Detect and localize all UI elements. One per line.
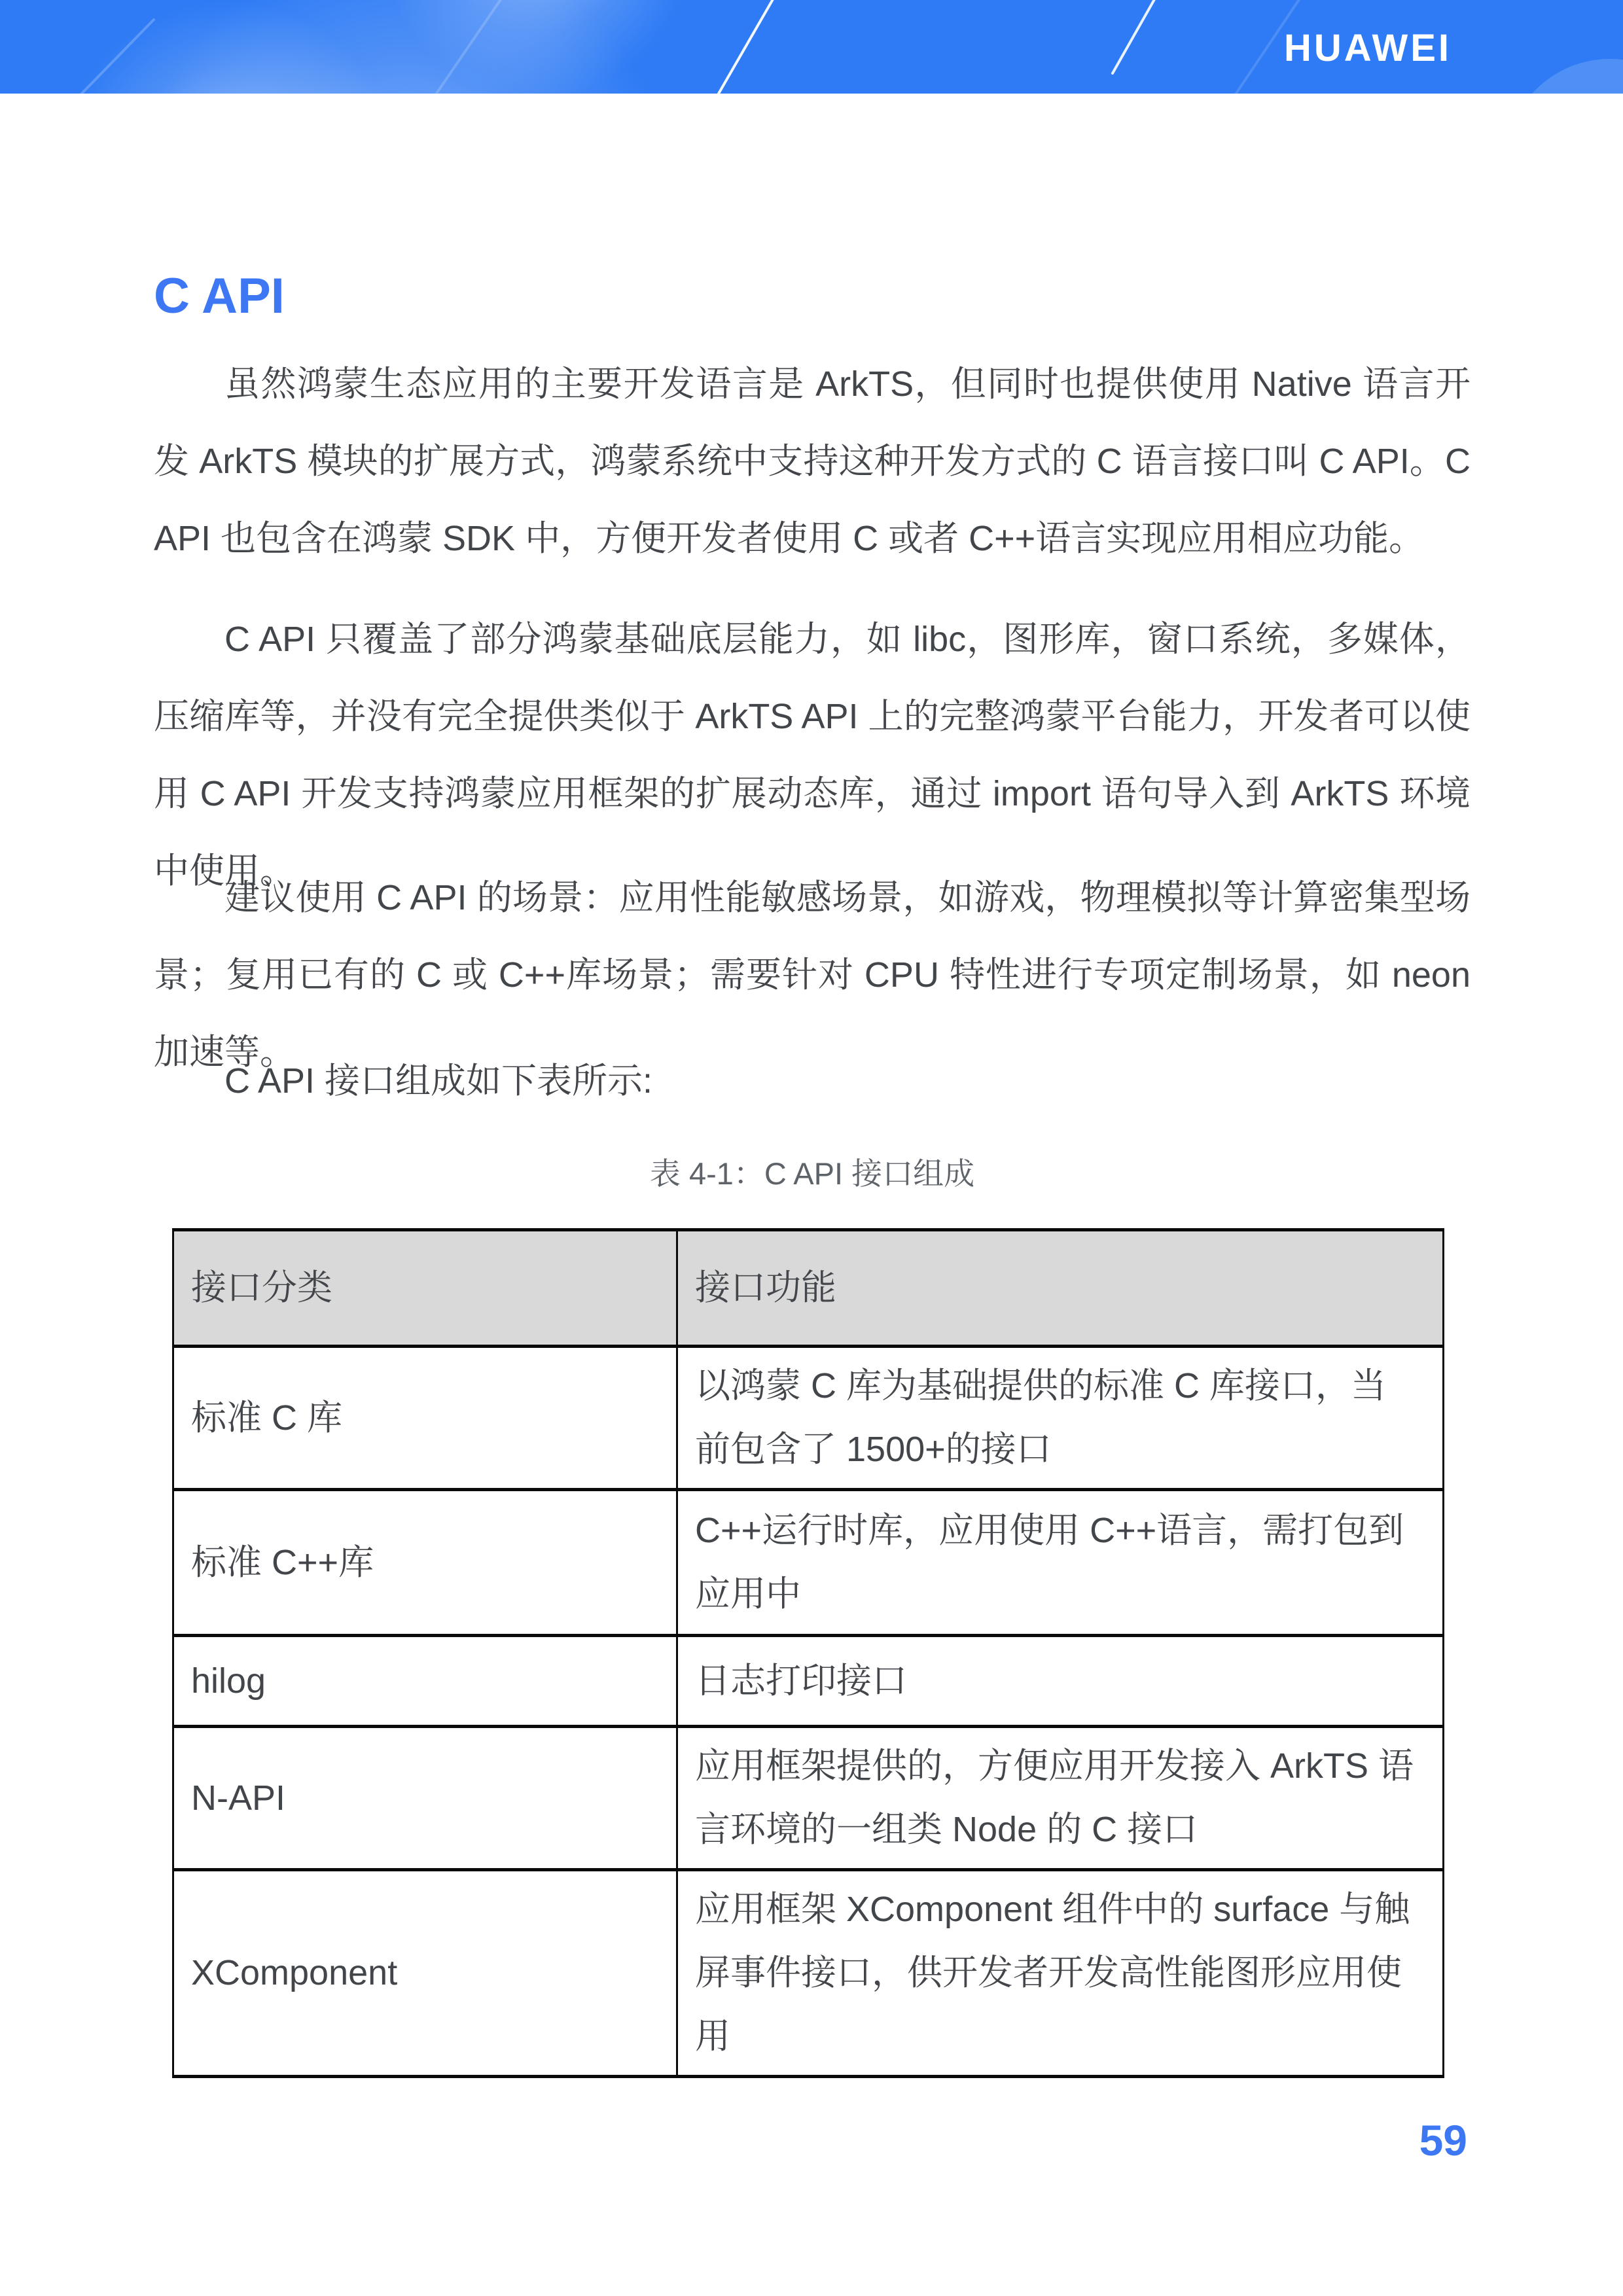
cell-function: 以鸿蒙 C 库为基础提供的标准 C 库接口，当前包含了 1500+的接口 [677,1347,1444,1490]
huawei-logo: HUAWEI [1284,27,1452,69]
c-api-composition-table [172,1228,1444,2078]
paragraph-table-intro: C API 接口组成如下表所示: [224,1061,653,1101]
table-caption: 表 4-1：C API 接口组成 [649,1156,975,1191]
cell-category: 标准 C 库 [173,1347,677,1490]
cell-function: C++运行时库，应用使用 C++语言，需打包到应用中 [677,1490,1444,1636]
paragraph-coverage: C API 只覆盖了部分鸿蒙基础底层能力，如 libc，图形库，窗口系统，多媒体，压缩库等，并没有完全提供类似于 ArkTS API 上的完整鸿蒙平台能力，开发者可以使用 C API 开发支持鸿蒙应用框架的扩展动态库，通过 import 语句导入到 ArkTS 环境中使用。 [154,620,1471,891]
paragraph-intro: 虽然鸿蒙生态应用的主要开发语言是 ArkTS，但同时也提供使用 Native 语言开发 ArkTS 模块的扩展方式，鸿蒙系统中支持这种开发方式的 C 语言接口叫 C API。C API 也包含在鸿蒙 SDK 中，方便开发者使用 C 或者 C++语言实现应用相应功能。 [154,364,1471,558]
section-title: C API [154,268,285,324]
table-row [173,1727,1444,1870]
table-row [173,1636,1444,1727]
cell-category: N-API [173,1727,677,1870]
header-banner [0,0,1623,94]
table-header-row [173,1230,1444,1347]
column-header-category: 接口分类 [173,1230,677,1347]
cell-function: 应用框架提供的，方便应用开发接入 ArkTS 语言环境的一组类 Node 的 C 接口 [677,1727,1444,1870]
paragraph-usage-scenes: 建议使用 C API 的场景：应用性能敏感场景，如游戏，物理模拟等计算密集型场景；复用已有的 C 或 C++库场景；需要针对 CPU 特性进行专项定制场景，如 neon 加速等。 [154,878,1471,1072]
cell-category: XComponent [173,1870,677,2077]
page-number: 59 [1419,2116,1467,2164]
cell-category: hilog [173,1636,677,1727]
table-row [173,1490,1444,1636]
cell-category: 标准 C++库 [173,1490,677,1636]
table-row [173,1870,1444,2077]
cell-function: 应用框架 XComponent 组件中的 surface 与触屏事件接口，供开发者开发高性能图形应用使用 [677,1870,1444,2077]
cell-function: 日志打印接口 [677,1636,1444,1727]
table-row [173,1347,1444,1490]
column-header-function: 接口功能 [677,1230,1444,1347]
